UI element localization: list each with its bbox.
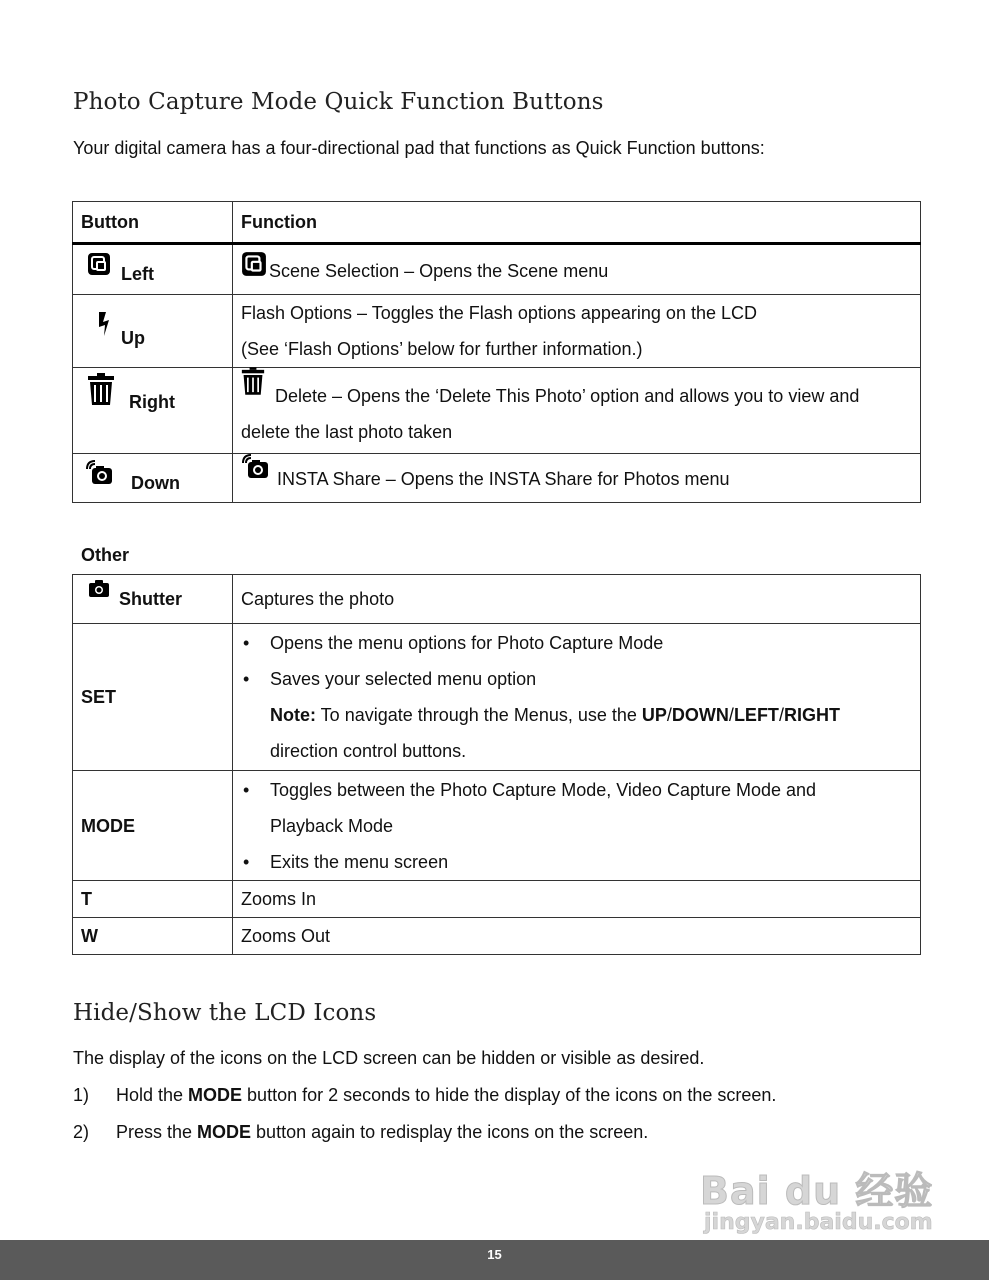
watermark-url: jingyan.baidu.com — [704, 1210, 933, 1235]
function-text-shutter: Captures the photo — [233, 575, 921, 624]
section-title-hide-show: Hide/Show the LCD Icons — [73, 1000, 377, 1026]
function-text-down: INSTA Share – Opens the INSTA Share for Photos menu — [277, 469, 730, 489]
list-item: 1) Hold the MODE button for 2 seconds to hide the display of the icons on the screen. — [73, 1085, 777, 1105]
camera-icon — [89, 573, 109, 609]
scene-icon — [241, 251, 267, 289]
set-note-line2: direction control buttons. — [270, 741, 467, 761]
intro-paragraph: Your digital camera has a four-directional pad that functions as Quick Function buttons: — [73, 138, 765, 158]
insta-share-icon — [85, 459, 113, 497]
button-label-down: Down — [131, 473, 180, 493]
button-label-w: W — [73, 918, 233, 955]
button-label-mode: MODE — [73, 771, 233, 881]
list-item: • Saves your selected menu option — [243, 669, 537, 689]
header-function: Function — [233, 202, 921, 244]
list-item-continuation: Playback Mode — [270, 815, 394, 836]
trash-icon — [87, 372, 115, 418]
list-item: • Exits the menu screen — [243, 851, 449, 872]
table-row — [73, 881, 921, 918]
table-row — [73, 575, 921, 624]
baidu-watermark — [700, 1160, 935, 1240]
hide-show-intro: The display of the icons on the LCD screen can be hidden or visible as desired. — [73, 1048, 705, 1068]
function-text-up-line2: (See ‘Flash Options’ below for further information.) — [241, 339, 643, 359]
button-label-shutter: Shutter — [119, 589, 182, 609]
quick-function-table — [72, 201, 921, 503]
table-row — [73, 295, 921, 368]
list-item: • Opens the menu options for Photo Capture Mode — [243, 633, 664, 653]
button-label-up: Up — [121, 328, 145, 348]
scene-icon — [87, 252, 111, 288]
table-row — [73, 454, 921, 503]
table-row — [73, 771, 921, 881]
function-text-up-line1: Flash Options – Toggles the Flash options appearing on the LCD — [241, 303, 757, 323]
set-note: Note: To navigate through the Menus, use the UP/DOWN/LEFT/RIGHT — [270, 705, 840, 725]
table-header-row — [73, 202, 921, 244]
button-label-right: Right — [129, 392, 175, 412]
insta-share-icon — [241, 453, 269, 491]
header-button: Button — [73, 202, 233, 244]
function-text-right-line1: Delete – Opens the ‘Delete This Photo’ option and allows you to view and — [275, 385, 860, 406]
button-label-t: T — [73, 881, 233, 918]
page-number: 15 — [487, 1247, 502, 1262]
watermark-brand: Bai du 经验 — [700, 1169, 934, 1213]
other-title: Other — [81, 545, 130, 565]
function-text-w: Zooms Out — [233, 918, 921, 955]
function-text-right-line2: delete the last photo taken — [241, 421, 453, 442]
function-text-t: Zooms In — [233, 881, 921, 918]
page-footer — [0, 1240, 989, 1280]
table-row — [73, 624, 921, 771]
table-row — [73, 244, 921, 295]
list-item: • Toggles between the Photo Capture Mode, Video Capture Mode and — [243, 779, 817, 800]
function-text-left: Scene Selection – Opens the Scene menu — [269, 260, 609, 281]
other-table — [72, 574, 921, 955]
table-row — [73, 918, 921, 955]
button-label-set: SET — [73, 624, 233, 771]
section-title-quick-function: Photo Capture Mode Quick Function Buttons — [73, 89, 604, 115]
table-row — [73, 368, 921, 454]
flash-icon — [95, 310, 117, 352]
trash-icon — [241, 366, 265, 408]
button-label-left: Left — [121, 263, 154, 284]
list-item: 2) Press the MODE button again to redisplay the icons on the screen. — [73, 1122, 649, 1142]
